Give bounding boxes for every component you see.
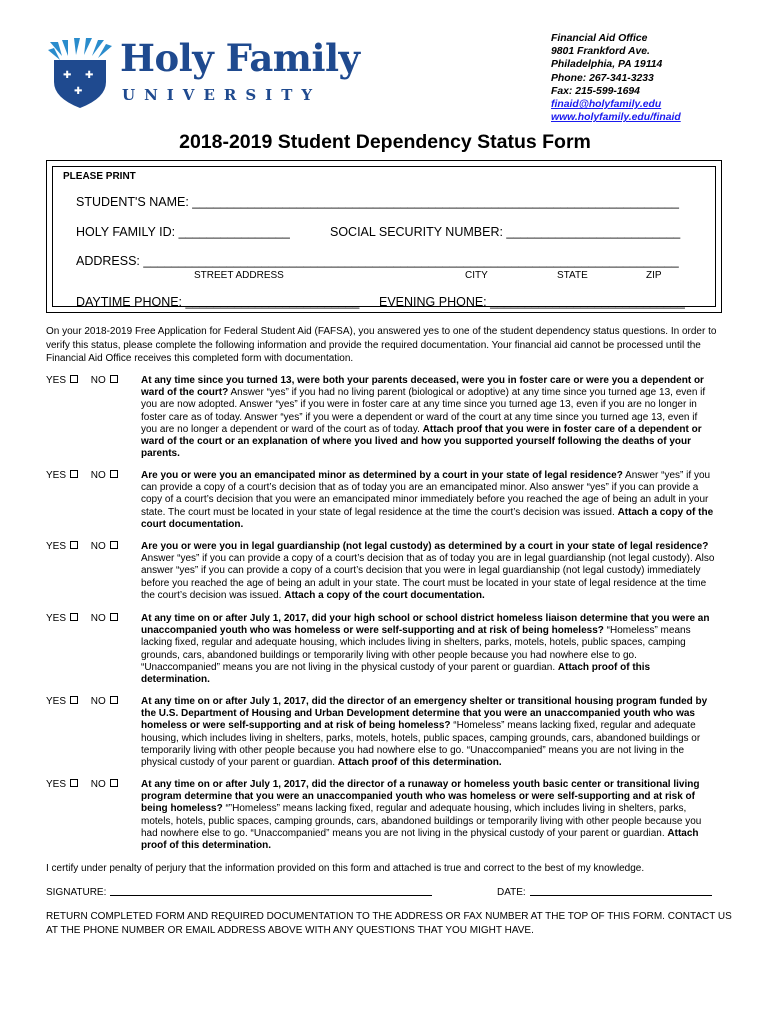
- student-info-box: [46, 160, 722, 313]
- date-line[interactable]: [530, 886, 712, 896]
- yes-label: YES: [46, 779, 67, 790]
- yes-no-choice: [46, 541, 122, 552]
- no-label: NO: [90, 696, 106, 707]
- yes-no-choice: [46, 470, 122, 481]
- no-checkbox[interactable]: [110, 696, 118, 704]
- question-text: Are you or were you an emancipated minor as determined by a court in your state of legal residence? Answer “yes” if you can provide a copy of a court’s decision that as of today you are an emancipated minor. Also answer “yes” if you can provide a copy of a court’s decision that you were an emancipated minor immediately before you reached the age of being an adult in your state. The court must be located in your state of legal residence at the time the court’s decision was issued. Attach a copy of the court documentation.: [141, 470, 714, 530]
- evening-phone-field[interactable]: EVENING PHONE: ____________________________: [379, 295, 685, 309]
- state-label: STATE: [557, 270, 588, 281]
- no-checkbox[interactable]: [110, 375, 118, 383]
- no-label: NO: [90, 541, 106, 552]
- student-name-field[interactable]: STUDENT'S NAME: ______________________________________________________________________: [76, 195, 679, 209]
- yes-no-choice: [46, 779, 122, 790]
- yes-no-choice: [46, 375, 122, 386]
- yes-no-choice: [46, 613, 122, 624]
- please-print-label: PLEASE PRINT: [63, 171, 136, 182]
- office-website-link[interactable]: www.holyfamily.edu/finaid: [551, 112, 681, 124]
- signature-label: SIGNATURE:: [46, 887, 107, 898]
- signature-line[interactable]: [110, 886, 432, 896]
- yes-checkbox[interactable]: [70, 541, 78, 549]
- no-label: NO: [90, 375, 106, 386]
- yes-label: YES: [46, 613, 67, 624]
- no-checkbox[interactable]: [110, 779, 118, 787]
- question-text: Are you or were you in legal guardianship (not legal custody) as determined by a court in your state of legal residence? Answer “yes” if you can provide a copy of a court’s decision that as of today you are in legal guardianship (not legal custody). Also answer “yes” if you can provide a copy of a court’s decision that you were in legal guardianship (not legal custody) immediately before you reached the age of being an adult in your state. The court must be located in your state of legal residence at the time the court’s decision was issued. Attach a copy of the court documentation.: [141, 541, 715, 601]
- logo-name: Holy Family: [120, 36, 360, 80]
- shield-emblem-icon: [48, 38, 112, 110]
- yes-checkbox[interactable]: [70, 613, 78, 621]
- student-info-inner-border: [52, 166, 716, 307]
- svg-text:✚: ✚: [74, 86, 83, 97]
- certification-statement: I certify under penalty of perjury that the information provided on this form and attached is true and correct to the best of my knowledge.: [46, 863, 645, 874]
- yes-checkbox[interactable]: [70, 470, 78, 478]
- question-text: At any time on or after July 1, 2017, did your high school or school district homeless liaison determine that you were an unaccompanied youth who was homeless or were self-supporting and at risk of being homeless? “Homeless” means lacking fixed, regular and adequate housing, which includes living in shelters, parks, motels, hotels, public spaces, camping grounds, cars, abandoned buildings or temporarily living with other people because you had nowhere else to go. “Unaccompanied” means you are not living in the physical custody of your parent or guardian. Attach proof of this determination.: [141, 613, 710, 686]
- office-address-line-1: 9801 Frankford Ave.: [551, 46, 650, 58]
- no-checkbox[interactable]: [110, 613, 118, 621]
- street-address-label: STREET ADDRESS: [194, 270, 284, 281]
- yes-label: YES: [46, 541, 67, 552]
- university-logo: [48, 36, 360, 110]
- no-label: NO: [90, 470, 106, 481]
- ssn-field[interactable]: SOCIAL SECURITY NUMBER: _________________________: [330, 225, 681, 239]
- no-checkbox[interactable]: [110, 470, 118, 478]
- city-label: CITY: [465, 270, 488, 281]
- page-title: 2018-2019 Student Dependency Status Form: [179, 131, 591, 153]
- office-contact-block: [551, 32, 681, 124]
- yes-label: YES: [46, 375, 67, 386]
- office-email-link[interactable]: finaid@holyfamily.edu: [551, 99, 662, 111]
- return-instructions: RETURN COMPLETED FORM AND REQUIRED DOCUMENTATION TO THE ADDRESS OR FAX NUMBER AT THE TOP OF THIS FORM. CONTACT US AT THE PHONE NUMBER OR EMAIL ADDRESS ABOVE WITH ANY QUESTIONS THAT YOU MIGHT HAVE.: [46, 911, 732, 936]
- no-label: NO: [90, 779, 106, 790]
- address-field[interactable]: ADDRESS: _____________________________________________________________________________: [76, 254, 679, 268]
- logo-subtitle: UNIVERSITY: [122, 86, 322, 104]
- signature-row: [46, 886, 432, 898]
- yes-no-choice: [46, 696, 122, 707]
- office-phone: Phone: 267-341-3233: [551, 72, 654, 84]
- svg-text:✚: ✚: [63, 70, 72, 81]
- yes-label: YES: [46, 470, 67, 481]
- yes-label: YES: [46, 696, 67, 707]
- date-row: [497, 886, 712, 898]
- office-fax: Fax: 215-599-1694: [551, 85, 640, 97]
- yes-checkbox[interactable]: [70, 779, 78, 787]
- office-address-line-2: Philadelphia, PA 19114: [551, 59, 663, 71]
- holy-family-id-field[interactable]: HOLY FAMILY ID: ________________: [76, 225, 290, 239]
- question-text: At any time on or after July 1, 2017, did the director of a runaway or homeless youth basic center or transitional living program determine that you were an unaccompanied youth who was homeless or were self-supporting and at risk of being homeless? “”Homeless” means lacking fixed, regular and adequate housing, which includes living in shelters, parks, motels, hotels, public spaces, camping grounds, cars, abandoned buildings or temporarily living with other people because you had nowhere else to go. “Unaccompanied” means you are not living in the physical custody of your parent or guardian. Attach proof of this determination.: [141, 779, 702, 852]
- daytime-phone-field[interactable]: DAYTIME PHONE: _________________________: [76, 295, 360, 309]
- question-text: At any time since you turned 13, were both your parents deceased, were you in foster care or were you a dependent or ward of the court? Answer “yes” if you had no living parent (biological or adoptive) at any time since you turned age 13, even if you are now adopted. Answer “yes” if you were in foster care at any time since you turned age 13, even if you are no longer in foster care as of today. Answer “yes” if you were a dependent or ward of the court at any time since you turned age 13, even if you are no longer a dependent or ward of the court as of today. Attach proof that you were in foster care of a dependent or ward of the court or an explanation of where you lived and how you supported yourself following the deaths of your parents.: [141, 375, 706, 460]
- yes-checkbox[interactable]: [70, 375, 78, 383]
- office-name: Financial Aid Office: [551, 33, 648, 44]
- yes-checkbox[interactable]: [70, 696, 78, 704]
- zip-label: ZIP: [646, 270, 662, 281]
- date-label: DATE:: [497, 887, 526, 898]
- no-label: NO: [90, 613, 106, 624]
- svg-text:✚: ✚: [85, 70, 94, 81]
- no-checkbox[interactable]: [110, 541, 118, 549]
- question-text: At any time on or after July 1, 2017, did the director of an emergency shelter or transitional housing program funded by the U.S. Department of Housing and Urban Development determine that you were an unaccompanied youth who was homeless or were self-supporting and at risk of being homeless? “Homeless” means lacking fixed, regular and adequate housing, which includes living in shelters, parks, motels, hotels, public spaces, camping grounds, cars, abandoned buildings or temporarily living with other people because you had nowhere else to go. “Unaccompanied” means you are not living in the physical custody of your parent or guardian. Attach proof of this determination.: [141, 696, 708, 769]
- intro-paragraph: On your 2018-2019 Free Application for Federal Student Aid (FAFSA), you answered yes to one of the student dependency status questions. In order to verify this status, please complete the following information and provide the required documentation. Your financial aid cannot be processed until the Financial Aid Office receives this completed form with documentation.: [46, 326, 717, 365]
